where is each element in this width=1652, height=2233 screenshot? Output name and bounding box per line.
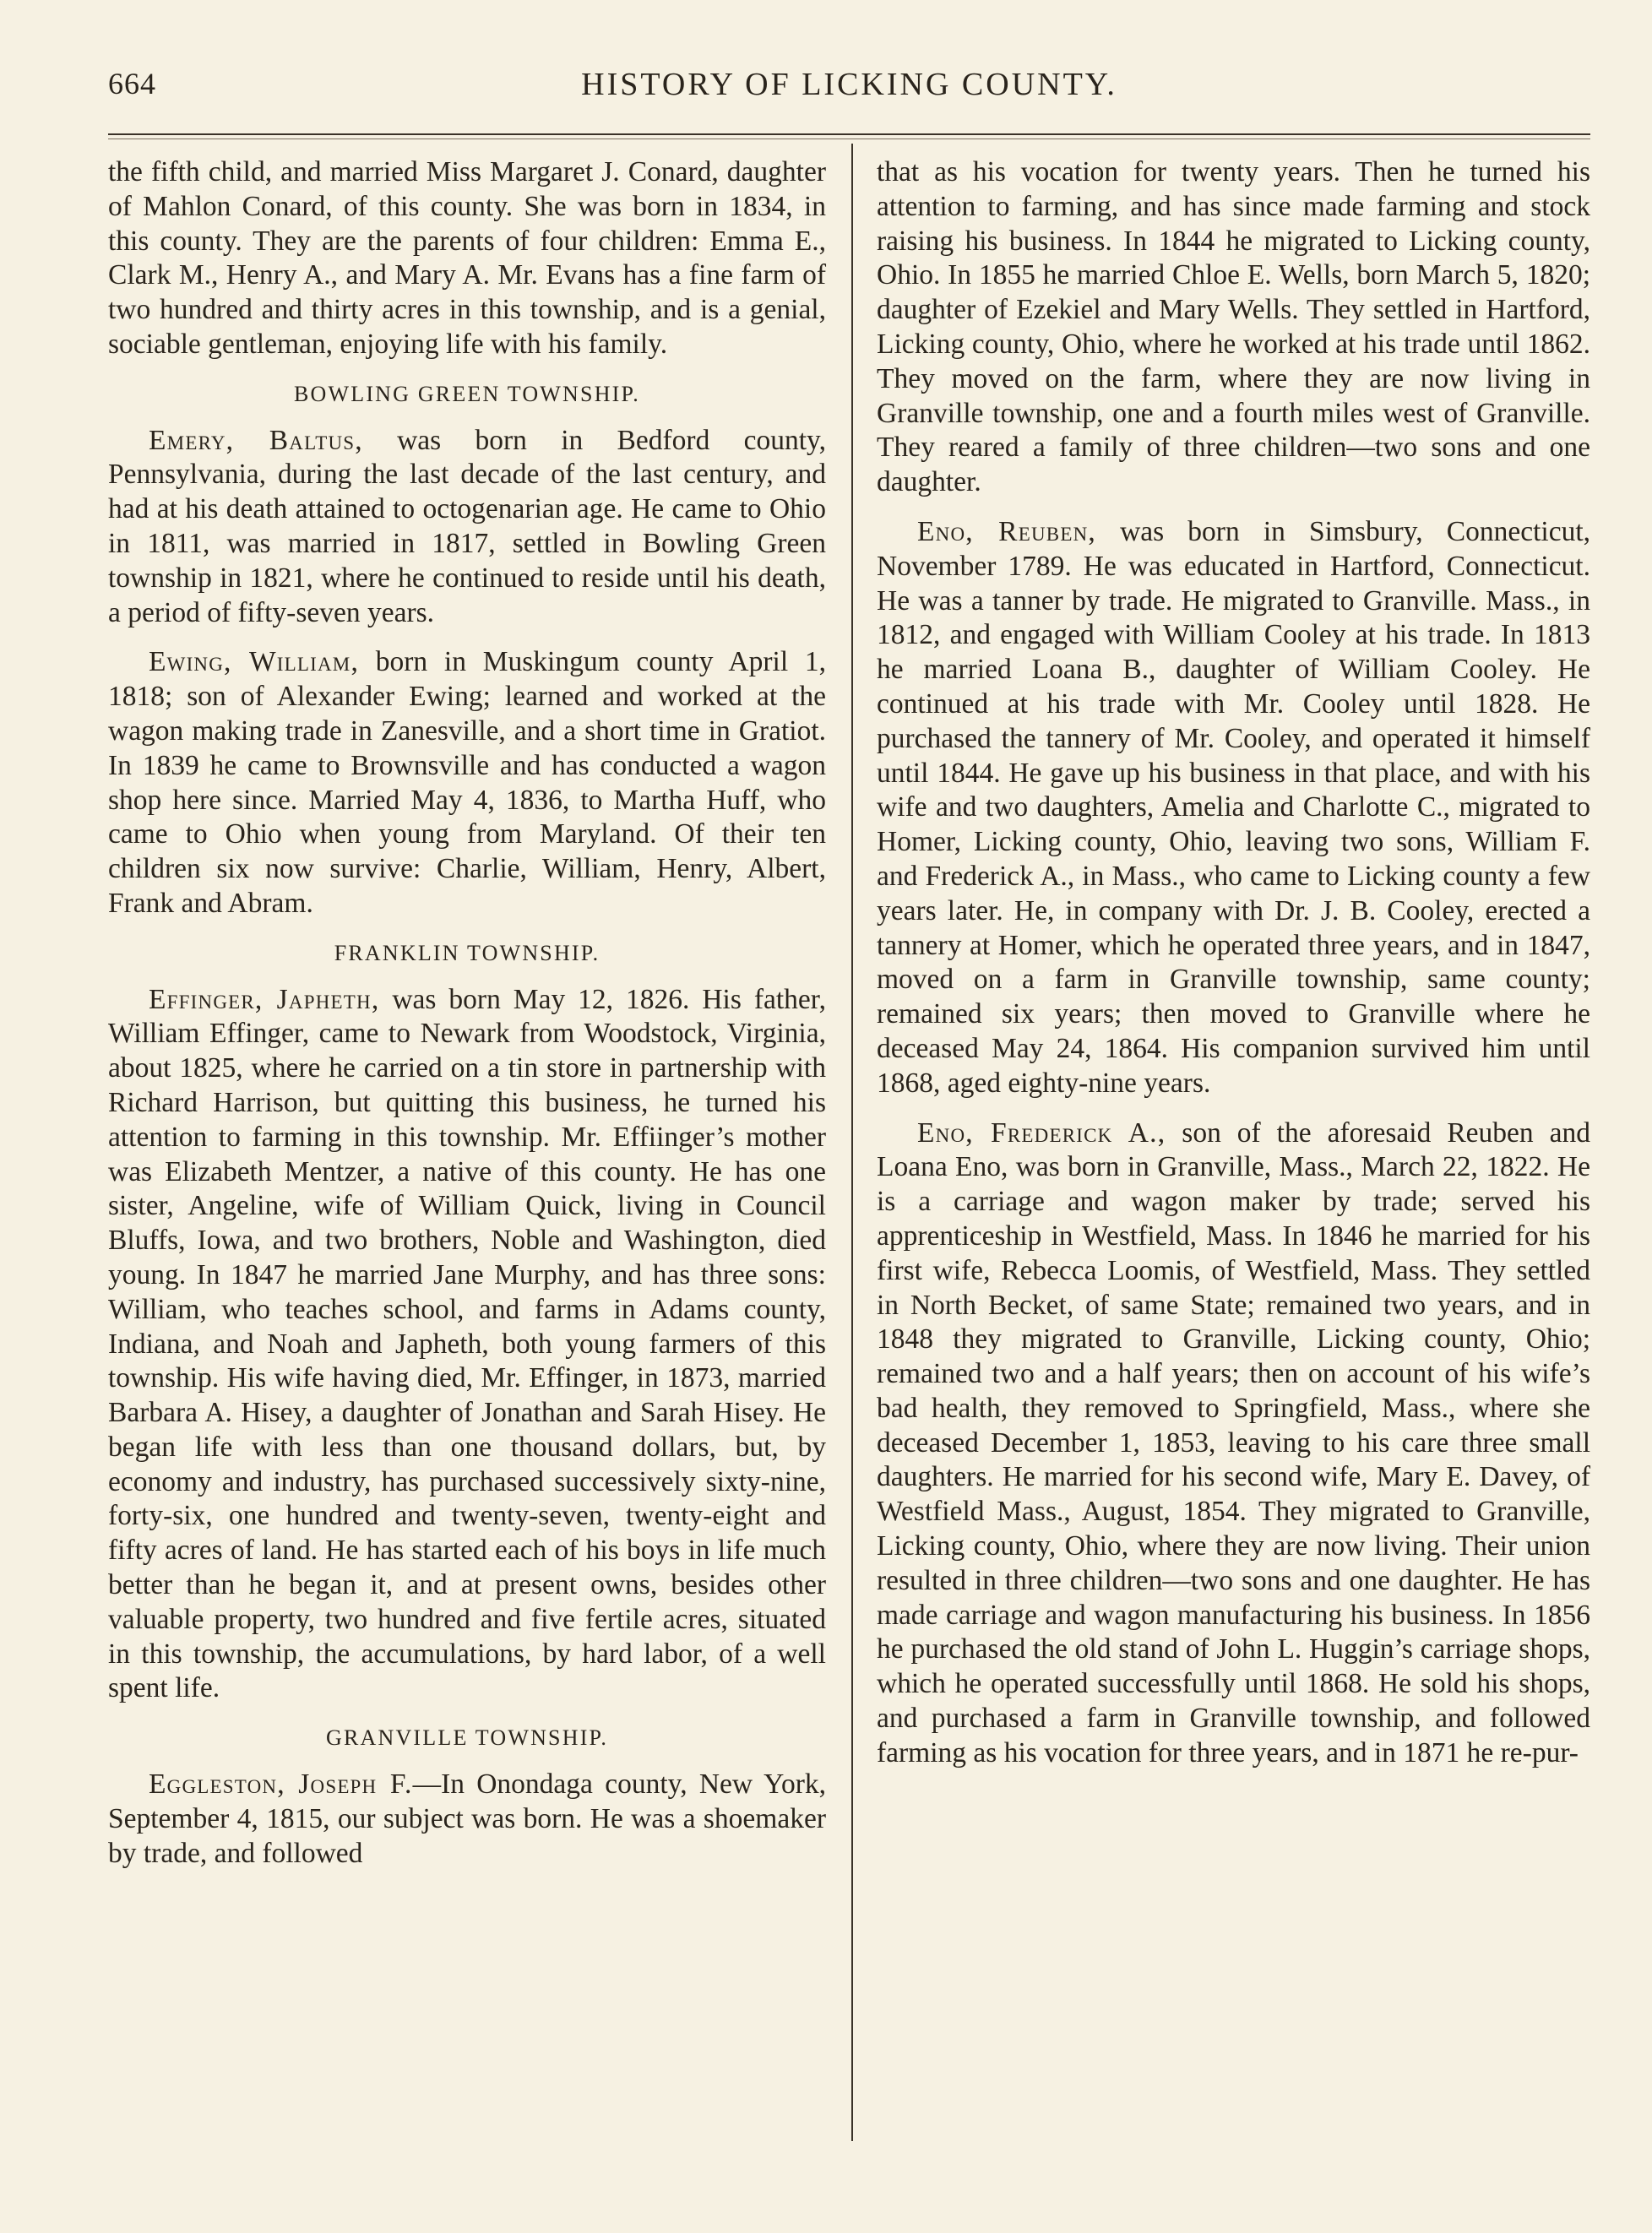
column-divider [851, 144, 853, 2141]
entry-text: born in Muskingum county April 1, 1818; son of Alexander Ewing; learned and worked at the wagon making trade in Zanesville, and a short time in Gratiot. In 1839 he came to Brownsville and has conducted a wagon shop here since. Married May 4, 1836, to Martha Huff, who came to Ohio when young from Maryland. Of their ten children six now survive: Charlie, William, Henry, Albert, Frank and Abram. [108, 646, 826, 919]
entry-text: was born May 12, 1826. His father, William Effinger, came to Newark from Woodstock, Virginia, about 1825, where he carried on a tin store in partnership with Richard Harrison, but quitting this business, he turned his attention to farming in this township. Mr. Effiinger’s mother was Elizabeth Mentzer, a native of this county. He has one sister, Angeline, wife of William Quick, living in Council Bluffs, Iowa, and two brothers, Noble and Washington, died young. In 1847 he married Jane Murphy, and has three sons: William, who teaches school, and farms in Adams county, Indiana, and Noah and Japheth, both young farmers of this township. His wife having died, Mr. Effinger, in 1873, married Barbara A. Hisey, a daughter of Jonathan and Sarah Hisey. He began life with less than one thousand dollars, but, by economy and industry, has purchased successively sixty-nine, forty-six, one hundred and twenty-seven, twenty-eight and fifty acres of land. He has started each of his boys in life much better than he began it, and at present owns, besides other valuable property, two hundred and five fertile acres, situated in this township, the accumulations, by hard labor, of a well spent life. [108, 983, 826, 1704]
entry-name: Eno, Reuben, [917, 515, 1096, 547]
entry-text: was born in Bedford county, Pennsylvania, during the last decade of the last century, and had at his death attained to octogenarian age. He came to Ohio in 1811, was married in 1817, settled in Bowling Green township in 1821, where he continued to reside until his death, a period of fifty-seven years. [108, 424, 826, 628]
entry-name: Eno, Frederick A., [917, 1116, 1166, 1149]
entry-eno-frederick [877, 1116, 1590, 1771]
entry-name: Emery, Baltus, [149, 424, 363, 456]
entry-ewing-william [108, 645, 826, 921]
entry-eno-reuben [877, 515, 1590, 1101]
paragraph-continued: the fifth child, and married Miss Margaret J. Conard, daughter of Mahlon Conard, of this county. She was born in 1834, in this county. They are the parents of four children: Emma E., Clark M., Henry A., and Mary A. Mr. Evans has a fine farm of two hundred and thirty acres in this township, and is a genial, sociable gentleman, enjoying life with his family. [108, 156, 826, 360]
entry-eggleston-joseph [108, 1768, 826, 1871]
page-header [108, 66, 1590, 117]
section-heading-franklin: FRANKLIN TOWNSHIP. [334, 940, 600, 965]
section-heading-bowling-green: BOWLING GREEN TOWNSHIP. [293, 381, 641, 406]
paragraph-continued: that as his vocation for twenty years. Then he turned his attention to farming, and has since made farming and stock raising his business. In 1844 he migrated to Licking county, Ohio. In 1855 he married Chloe E. Wells, born March 5, 1820; daughter of Ezekiel and Mary Wells. They settled in Hartford, Licking county, Ohio, where he worked at his trade until 1862. They moved on the farm, where they are now living in Granville township, one and a fourth miles west of Granville. They reared a family of three children—two sons and one daughter. [877, 156, 1590, 498]
page-number: 664 [108, 67, 156, 101]
section-heading-granville: GRANVILLE TOWNSHIP. [325, 1725, 609, 1751]
right-column [877, 155, 1590, 1786]
header-rule [108, 133, 1590, 135]
entry-emery-baltus [108, 424, 826, 631]
entry-name: Eggleston, Joseph F. [149, 1768, 413, 1801]
entry-name: Ewing, William, [149, 646, 360, 678]
running-title: HISTORY OF LICKING COUNTY. [581, 67, 1117, 102]
entry-text: was born in Simsbury, Connecticut, November 1789. He was educated in Hartford, Connecticut. He was a tanner by trade. He migrated to Granville. Mass., in 1812, and engaged with William Cooley at his trade. In 1813 he married Loana B., daughter of William Cooley. He continued at his trade with Mr. Cooley until 1828. He purchased the tannery of Mr. Cooley, and operated it himself until 1844. He gave up his business in that place, and with his wife and two daughters, Amelia and Charlotte C., migrated to Homer, Licking county, Ohio, leaving two sons, William F. and Frederick A., in Mass., who came to Licking county a few years later. He, in company with Dr. J. B. Cooley, erected a tannery at Homer, which he operated three years, and in 1847, moved on a farm in Granville township, same county; remained six years; then moved to Granville where he deceased May 24, 1864. His companion survived him until 1868, aged eighty-nine years. [877, 515, 1591, 1099]
left-column [108, 155, 826, 1886]
entry-name: Effinger, Japheth, [149, 983, 380, 1015]
entry-text: —In Onondaga county, New York, September 4, 1815, our subject was born. He was a shoemaker by trade, and followed [108, 1768, 826, 1869]
entry-effinger-japheth [108, 983, 826, 1707]
entry-text: son of the aforesaid Reuben and Loana Eno, was born in Granville, Mass., March 22, 1822. He is a carriage and wagon maker by trade; served his apprenticeship in Westfield, Mass. In 1846 he married for his first wife, Rebecca Loomis, of Westfield, Mass. They settled in North Becket, of same State; remained two years, and in 1848 they migrated to Granville, Licking county, Ohio; remained two and a half years; then on account of his wife’s bad health, they removed to Springfield, Mass., where she deceased December 1, 1853, leaving to his care three small daughters. He married for his second wife, Mary E. Davey, of Westfield Mass., August, 1854. They migrated to Granville, Licking county, Ohio, where they are now living. Their union resulted in three children—two sons and one daughter. He has made carriage and wagon manufacturing his business. In 1856 he purchased the old stand of John L. Huggin’s carriage shops, which he operated successfully until 1868. He sold his shops, and purchased a farm in Granville township, and followed farming as his vocation for three years, and in 1871 he re-pur- [877, 1116, 1590, 1768]
